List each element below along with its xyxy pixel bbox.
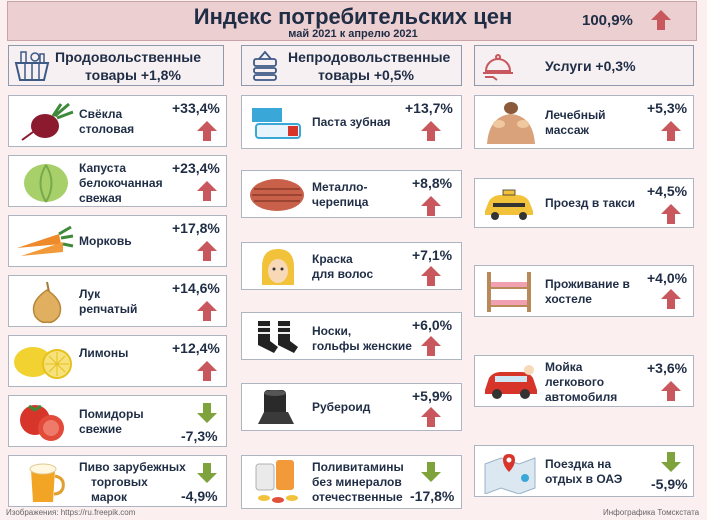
up-arrow-icon — [420, 406, 442, 428]
food-item-card — [8, 155, 227, 207]
category-food-header — [8, 45, 224, 86]
item-label-line: Металло- — [312, 180, 368, 194]
up-arrow-icon — [660, 288, 682, 310]
down-arrow-icon — [660, 451, 682, 473]
price-change-value: +6,0% — [412, 317, 453, 333]
page-title: Индекс потребительских цен — [193, 4, 513, 29]
price-change-value: +12,4% — [172, 340, 220, 356]
price-change-value: +8,8% — [412, 175, 453, 191]
item-label-line: отечественные — [312, 490, 403, 504]
item-label-line: Паста зубная — [312, 115, 391, 129]
travel-map-icon — [481, 450, 539, 494]
item-label-line: для волос — [312, 267, 374, 281]
up-arrow-icon — [660, 120, 682, 142]
up-arrow-icon — [420, 265, 442, 287]
item-label-line: марок — [91, 490, 128, 504]
item-label-line: Поливитамины — [312, 460, 404, 474]
item-label-line: Проезд в такси — [545, 196, 636, 210]
up-arrow-icon — [420, 335, 442, 357]
down-arrow-icon — [196, 402, 218, 424]
item-label-line: легкового — [545, 375, 605, 389]
roofing-roll-icon — [254, 388, 300, 428]
item-label-line: Мойка — [545, 360, 583, 374]
up-arrow-icon — [420, 120, 442, 142]
service-item-card — [474, 178, 694, 228]
price-change-value: +3,6% — [647, 360, 688, 376]
item-label-line: столовая — [79, 122, 135, 136]
cabbage-icon — [21, 160, 71, 204]
food-item-card — [8, 215, 227, 267]
down-arrow-icon — [420, 461, 442, 483]
price-change-value: +13,7% — [405, 100, 453, 116]
item-label-line: торговых — [91, 475, 148, 489]
price-change-value: -5,9% — [651, 476, 688, 492]
item-label-line: Лук — [79, 287, 101, 301]
category-nonfood-line2: товары +0,5% — [318, 67, 414, 83]
price-change-value: -17,8% — [410, 488, 455, 504]
item-label-line: свежая — [79, 191, 122, 205]
vitamins-icon — [250, 458, 304, 506]
price-change-value: +33,4% — [172, 100, 220, 116]
food-item-card — [8, 275, 227, 327]
down-arrow-icon — [196, 462, 218, 484]
folded-shirt-icon — [246, 49, 284, 83]
price-change-value: +5,3% — [647, 100, 688, 116]
item-label-line: Свёкла — [79, 107, 123, 121]
item-label-line: хостеле — [545, 292, 592, 306]
category-services-header — [474, 45, 694, 86]
socks-icon — [252, 317, 302, 357]
service-item-card — [474, 355, 694, 407]
metal-tile-icon — [248, 177, 306, 213]
price-change-value: +14,6% — [172, 280, 220, 296]
item-label-line: свежие — [79, 422, 122, 436]
price-change-value: +4,5% — [647, 183, 688, 199]
grocery-basket-icon — [13, 49, 51, 83]
taxi-icon — [481, 189, 537, 221]
category-nonfood-header — [241, 45, 462, 86]
category-nonfood-line1: Непродовольственные — [288, 49, 451, 65]
beer-icon — [23, 460, 67, 504]
page-subtitle: май 2021 к апрелю 2021 — [288, 28, 418, 40]
item-label-line: черепица — [312, 195, 369, 209]
nonfood-item-card — [241, 242, 462, 290]
item-label-line: без минералов — [312, 475, 402, 489]
price-change-value: +23,4% — [172, 160, 220, 176]
up-arrow-icon — [196, 300, 218, 322]
total-index-value: 100,9% — [582, 12, 633, 29]
item-label-line: репчатый — [79, 302, 138, 316]
item-label-line: массаж — [545, 123, 590, 137]
food-item-card — [8, 95, 227, 147]
category-food-line2: товары +1,8% — [85, 67, 181, 83]
item-label-line: Краска — [312, 252, 353, 266]
item-label-line: Рубероид — [312, 400, 371, 414]
carrot-icon — [13, 224, 75, 260]
up-arrow-icon — [196, 240, 218, 262]
onion-icon — [27, 280, 67, 324]
nonfood-item-card — [241, 312, 462, 360]
toothpaste-icon — [248, 104, 306, 142]
massage-icon — [481, 100, 541, 146]
item-label-line: Пиво зарубежных — [79, 460, 186, 474]
lemon-icon — [11, 342, 75, 382]
price-change-value: +4,0% — [647, 270, 688, 286]
up-arrow-icon — [196, 120, 218, 142]
infographic-credit: Инфографика Томскстата — [603, 508, 700, 517]
car-icon — [481, 362, 541, 402]
item-label-line: Лечебный — [545, 108, 606, 122]
category-food-line1: Продовольственные — [55, 49, 202, 65]
item-label-line: Лимоны — [79, 346, 129, 360]
serving-cloche-icon — [479, 49, 517, 83]
food-item-card — [8, 335, 227, 387]
hair-dye-icon — [256, 247, 300, 287]
price-change-value: -7,3% — [181, 428, 218, 444]
image-credit: Изображения: https://ru.freepik.com — [6, 508, 136, 517]
hostel-bed-icon — [483, 270, 537, 314]
item-label-line: Капуста — [79, 161, 126, 175]
beet-icon — [19, 102, 77, 142]
item-label-line: Поездка на — [545, 457, 612, 471]
up-arrow-icon — [650, 9, 672, 31]
up-arrow-icon — [196, 360, 218, 382]
item-label-line: отдых в ОАЭ — [545, 472, 623, 486]
price-change-value: -4,9% — [181, 488, 218, 504]
item-label-line: Носки, — [312, 324, 352, 338]
item-label-line: автомобиля — [545, 390, 618, 404]
up-arrow-icon — [660, 380, 682, 402]
food-item-card — [8, 455, 227, 507]
item-label-line: Морковь — [79, 234, 132, 248]
nonfood-item-card — [241, 383, 462, 431]
up-arrow-icon — [420, 195, 442, 217]
service-item-card — [474, 265, 694, 317]
price-change-value: +17,8% — [172, 220, 220, 236]
item-label-line: Помидоры — [79, 407, 144, 421]
service-item-card — [474, 95, 694, 149]
price-change-value: +5,9% — [412, 388, 453, 404]
tomato-icon — [15, 400, 73, 444]
food-item-card — [8, 395, 227, 447]
title-banner — [7, 1, 697, 41]
service-item-card — [474, 445, 694, 497]
item-label-line: белокочанная — [79, 176, 163, 190]
price-change-value: +7,1% — [412, 247, 453, 263]
item-label-line: гольфы женские — [312, 339, 412, 353]
nonfood-item-card — [241, 170, 462, 218]
nonfood-item-card — [241, 455, 462, 509]
nonfood-item-card — [241, 95, 462, 149]
item-label-line: Проживание в — [545, 277, 630, 291]
up-arrow-icon — [196, 180, 218, 202]
up-arrow-icon — [660, 203, 682, 225]
category-services-label: Услуги +0,3% — [545, 58, 636, 74]
